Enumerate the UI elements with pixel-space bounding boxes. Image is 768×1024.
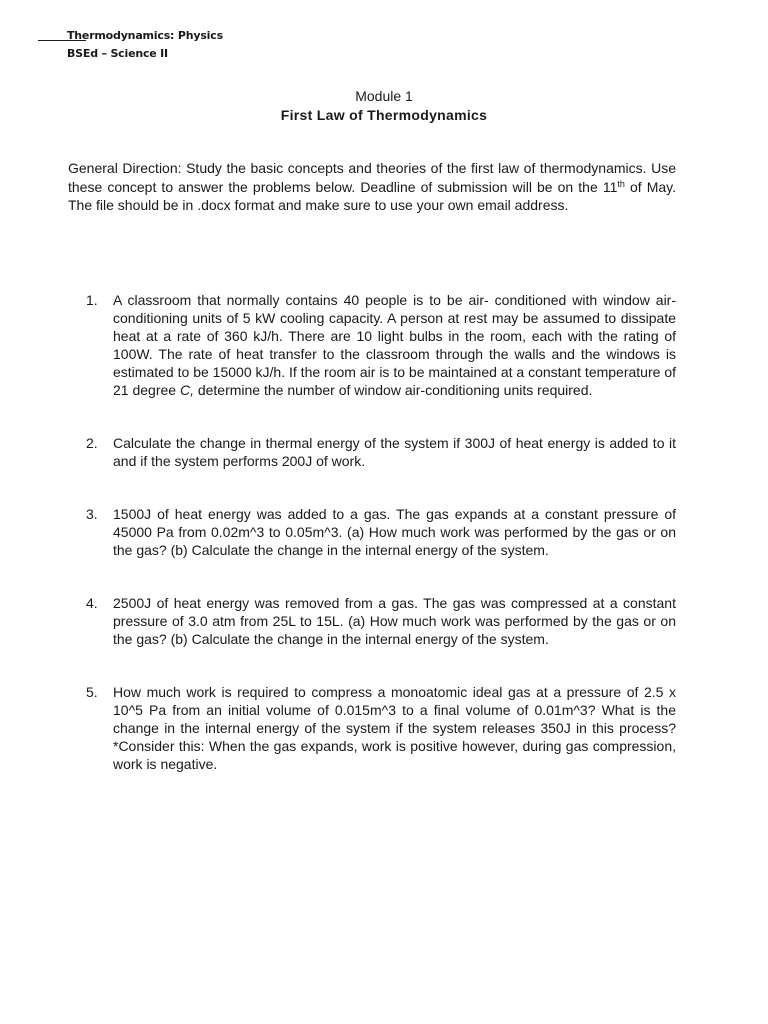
question-text: Calculate the change in thermal energy of the system if 300J of heat energy is added to it and if the system performs 200J of work. <box>113 435 676 469</box>
question-text: How much work is required to compress a monoatomic ideal gas at a pressure of 2.5 x 10^5 Pa from an initial volume of 0.015m^3 to a final volume of 0.01m^3? What is the change in the internal energy of the system if the system releases 350J in this process? *Consider this: When the gas expands, work is positive however, during gas compression, work is negative. <box>113 684 676 772</box>
document-header <box>67 27 223 63</box>
question-item <box>86 594 676 648</box>
question-number: 2. <box>86 435 98 451</box>
question-number: 5. <box>86 684 98 700</box>
module-heading <box>0 87 768 124</box>
question-item <box>86 434 676 470</box>
question-text-after: determine the number of window air-conditioning units required. <box>193 382 593 398</box>
direction-text-part1: General Direction: Study the basic concepts and theories of the first law of thermodynamics. Use these concept to answer the problems below. Deadline of submission will be on the 11 <box>68 160 676 195</box>
question-text <box>113 291 676 399</box>
question-number: 4. <box>86 595 98 611</box>
question-text: 2500J of heat energy was removed from a gas. The gas was compressed at a constant pressure of 3.0 atm from 25L to 15L. (a) How much work was performed by the gas or on the gas? (b) Calculate the change in the internal energy of the system. <box>113 595 676 647</box>
module-title: First Law of Thermodynamics <box>280 107 488 123</box>
question-list <box>86 291 676 808</box>
question-text: 1500J of heat energy was added to a gas. The gas expands at a constant pressure of 45000 Pa from 0.02m^3 to 0.05m^3. (a) How much work was performed by the gas or on the gas? (b) Calculate the change in the internal energy of the system. <box>113 506 676 558</box>
question-number: 1. <box>86 292 98 308</box>
question-number: 3. <box>86 506 98 522</box>
question-text-italic: C, <box>179 382 194 398</box>
direction-text-part2: of May. The file should be in .docx format and make sure to use your own email address. <box>68 178 676 213</box>
module-number: Module 1 <box>355 88 413 104</box>
question-item <box>86 291 676 399</box>
course-title: Thermodynamics: Physics <box>67 29 223 42</box>
program-label: BSEd – Science II <box>67 47 168 60</box>
question-item <box>86 683 676 773</box>
general-direction <box>68 159 676 215</box>
direction-superscript: th <box>617 178 625 189</box>
question-item <box>86 505 676 559</box>
question-text-before: A classroom that normally contains 40 people is to be air- conditioned with window air- conditioning units of 5 kW cooling capacity. A person at rest may be assumed to dissipate heat at a rate of 360 kJ/h. There are 10 light bulbs in the room, each with the rating of 100W. The rate of heat transfer to the classroom through the walls and the windows is estimated to be 15000 kJ/h. If the room air is to be maintained at a constant temperature of 21 degree <box>113 292 676 398</box>
